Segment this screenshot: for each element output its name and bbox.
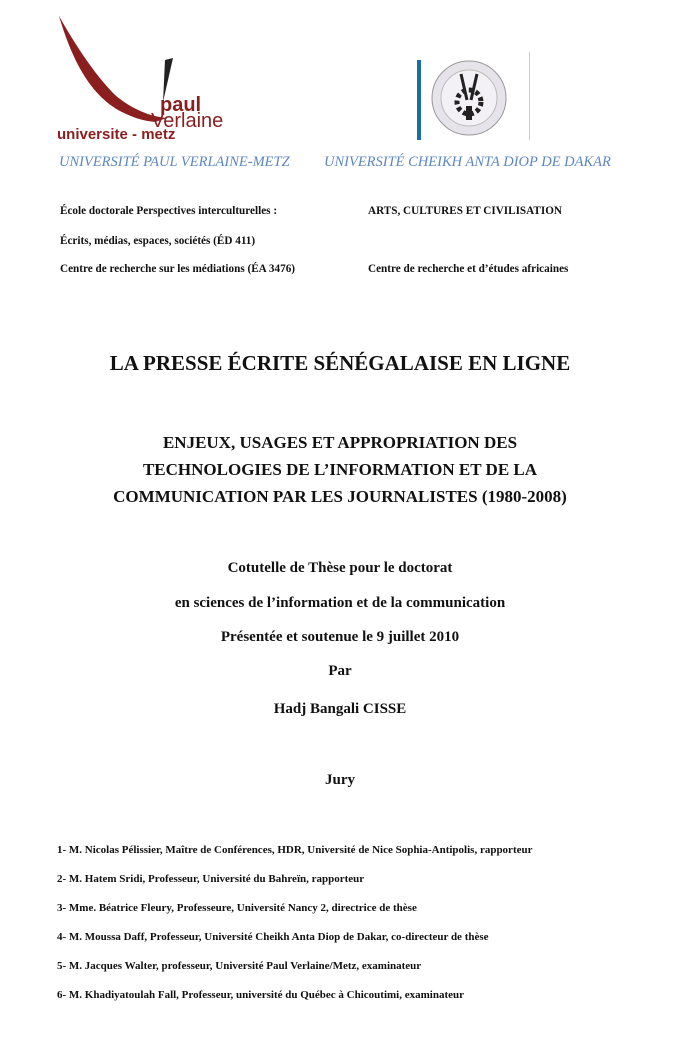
paul-verlaine-logo <box>55 10 245 143</box>
logo-universite-metz: universite - metz <box>57 126 176 143</box>
jury-member: 4- M. Moussa Daff, Professeur, Université Cheikh Anta Diop de Dakar, co-directeur de thèse <box>57 931 489 943</box>
university-right: UNIVERSITÉ CHEIKH ANTA DIOP DE DAKAR <box>324 154 611 170</box>
subtitle-line: ENJEUX, USAGES ET APPROPRIATION DES <box>162 433 518 452</box>
info-left-2: Écrits, médias, espaces, sociétés (ÉD 411) <box>60 235 256 247</box>
logo-verlaine: Verlaine <box>151 110 224 132</box>
logo-paul: paul <box>160 94 202 116</box>
info-right-1: ARTS, CULTURES ET CIVILISATION <box>368 205 563 217</box>
subtitle-line: COMMUNICATION PAR LES JOURNALISTES (1980-2008) <box>113 487 567 506</box>
info-right-2: Centre de recherche et d’études africaines <box>368 263 569 275</box>
info-left-1: École doctorale Perspectives interculturelles : <box>60 205 278 217</box>
thesis-author: Hadj Bangali CISSE <box>273 701 407 717</box>
ucad-seal-icon <box>431 60 507 136</box>
jury-heading: Jury <box>325 772 355 788</box>
jury-member: 5- M. Jacques Walter, professeur, Université Paul Verlaine/Metz, examinateur <box>57 960 422 972</box>
thesis-title: LA PRESSE ÉCRITE SÉNÉGALAISE EN LIGNE <box>109 351 571 375</box>
thesis-line: Cotutelle de Thèse pour le doctorat <box>227 560 453 576</box>
jury-member: 2- M. Hatem Sridi, Professeur, Université du Bahreïn, rapporteur <box>57 873 365 885</box>
jury-member: 1- M. Nicolas Pélissier, Maître de Conférences, HDR, Université de Nice Sophia-Antipolis, rapporteur <box>57 844 533 856</box>
jury-member: 6- M. Khadiyatoulah Fall, Professeur, université du Québec à Chicoutimi, examinateur <box>57 989 464 1001</box>
blue-bar <box>417 60 421 140</box>
university-left: UNIVERSITÉ PAUL VERLAINE-METZ <box>59 154 290 170</box>
thesis-defense-date: Présentée et soutenue le 9 juillet 2010 <box>220 629 460 645</box>
thesis-by: Par <box>328 663 352 679</box>
info-left-3: Centre de recherche sur les médiations (ÉA 3476) <box>60 263 296 275</box>
subtitle-line: TECHNOLOGIES DE L’INFORMATION ET DE LA <box>142 460 538 479</box>
divider <box>529 52 530 140</box>
jury-member: 3- Mme. Béatrice Fleury, Professeure, Université Nancy 2, directrice de thèse <box>57 902 417 914</box>
ucad-logo <box>415 52 535 140</box>
thesis-line: en sciences de l’information et de la communication <box>174 595 506 611</box>
